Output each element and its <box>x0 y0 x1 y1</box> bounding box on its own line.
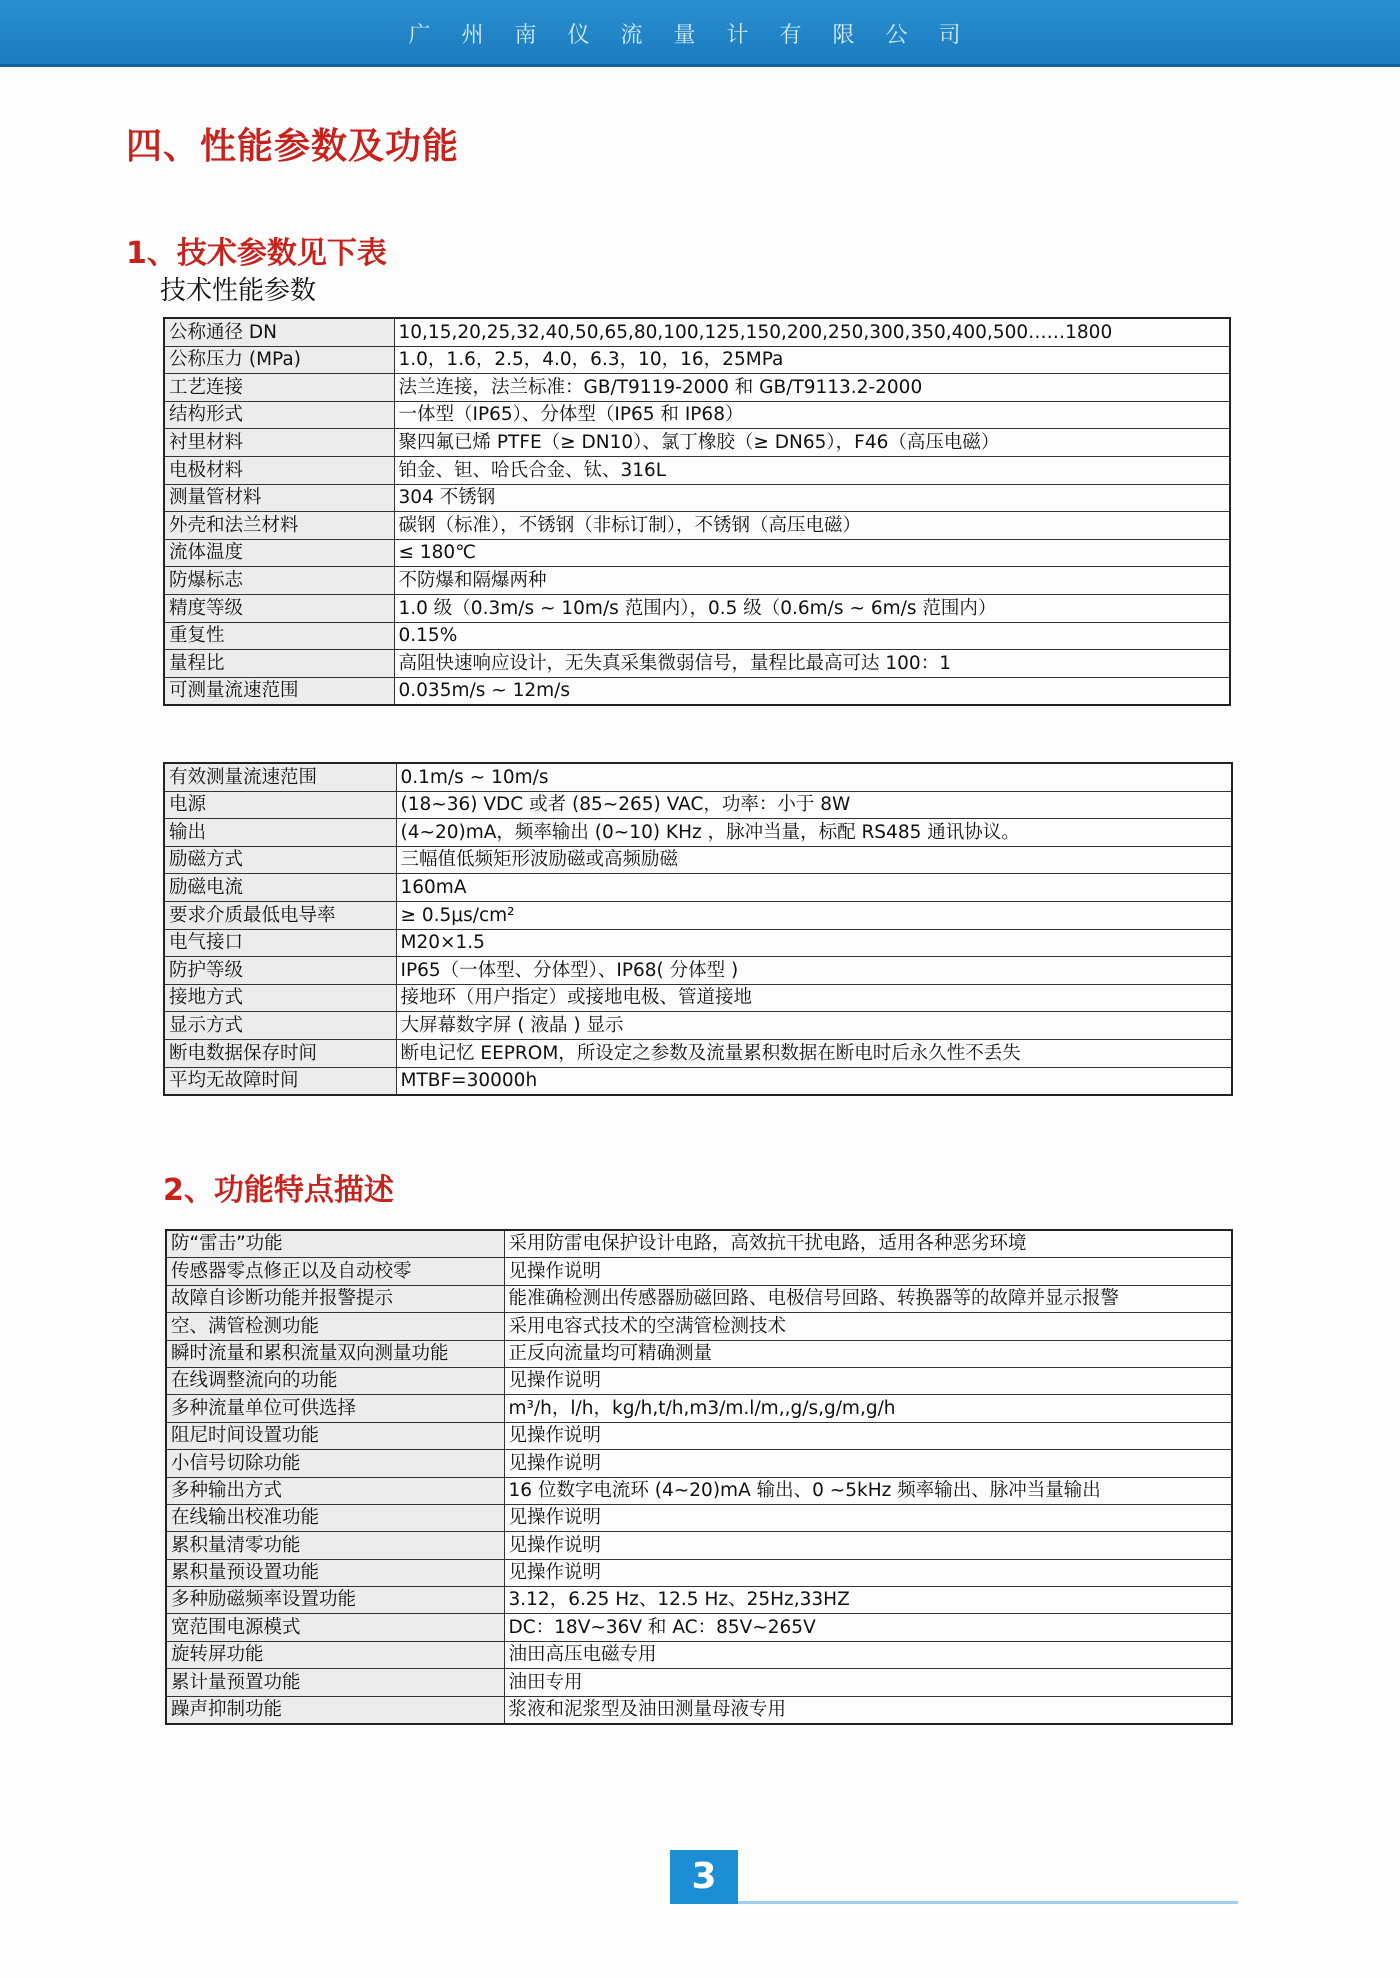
param-name-cell: 多种励磁频率设置功能 <box>166 1587 504 1614</box>
param-value-cell: 0.035m/s ~ 12m/s <box>394 677 1230 705</box>
param-value-cell: 正反向流量均可精确测量 <box>504 1340 1232 1367</box>
param-value-cell: (18~36) VDC 或者 (85~265) VAC，功率：小于 8W <box>396 791 1232 819</box>
table-row <box>166 1285 1232 1312</box>
param-value-cell: 采用防雷电保护设计电路，高效抗干扰电路，适用各种恶劣环境 <box>504 1230 1232 1258</box>
section-title: 四、性能参数及功能 <box>126 126 460 167</box>
table-row <box>166 1587 1232 1614</box>
param-value-cell: 0.1m/s ~ 10m/s <box>396 763 1232 791</box>
param-value-cell: ≤ 180℃ <box>394 539 1230 567</box>
param-name-cell: 量程比 <box>164 650 394 678</box>
param-name-cell: 在线调整流向的功能 <box>166 1367 504 1394</box>
param-value-cell: 油田高压电磁专用 <box>504 1641 1232 1668</box>
table-row <box>166 1477 1232 1504</box>
table-row <box>166 1313 1232 1340</box>
param-value-cell: 油田专用 <box>504 1669 1232 1696</box>
sec1-title: 1、技术参数见下表 <box>126 236 387 271</box>
param-value-cell: 见操作说明 <box>504 1422 1232 1449</box>
table-row <box>164 512 1230 540</box>
param-name-cell: 有效测量流速范围 <box>164 763 396 791</box>
param-value-cell: 3.12，6.25 Hz、12.5 Hz、25Hz,33HZ <box>504 1587 1232 1614</box>
param-value-cell: 三幅值低频矩形波励磁或高频励磁 <box>396 846 1232 874</box>
table-row <box>164 346 1230 374</box>
param-name-cell: 小信号切除功能 <box>166 1450 504 1477</box>
table-row <box>164 1012 1232 1040</box>
param-value-cell: IP65（一体型、分体型）、IP68( 分体型 ) <box>396 957 1232 985</box>
param-name-cell: 宽范围电源模式 <box>166 1614 504 1641</box>
param-name-cell: 电源 <box>164 791 396 819</box>
table-row <box>166 1340 1232 1367</box>
table-row <box>164 929 1232 957</box>
param-value-cell: 见操作说明 <box>504 1258 1232 1285</box>
table-row <box>164 539 1230 567</box>
param-name-cell: 工艺连接 <box>164 374 394 402</box>
table-row <box>164 567 1230 595</box>
param-name-cell: 传感器零点修正以及自动校零 <box>166 1258 504 1285</box>
param-value-cell: 大屏幕数字屏 ( 液晶 ) 显示 <box>396 1012 1232 1040</box>
table-row <box>166 1367 1232 1394</box>
param-value-cell: 接地环（用户指定）或接地电极、管道接地 <box>396 984 1232 1012</box>
table-row <box>166 1395 1232 1422</box>
param-name-cell: 要求介质最低电导率 <box>164 901 396 929</box>
param-name-cell: 防爆标志 <box>164 567 394 595</box>
table-row <box>164 957 1232 985</box>
param-name-cell: 累计量预置功能 <box>166 1669 504 1696</box>
param-value-cell: 0.15% <box>394 622 1230 650</box>
param-name-cell: 在线输出校准功能 <box>166 1504 504 1531</box>
param-name-cell: 励磁电流 <box>164 874 396 902</box>
param-name-cell: 累积量预设置功能 <box>166 1559 504 1586</box>
param-name-cell: 故障自诊断功能并报警提示 <box>166 1285 504 1312</box>
param-value-cell: 304 不锈钢 <box>394 484 1230 512</box>
param-name-cell: 接地方式 <box>164 984 396 1012</box>
param-name-cell: 空、满管检测功能 <box>166 1313 504 1340</box>
table-row <box>166 1669 1232 1696</box>
tech-params-table-2 <box>163 762 1233 1096</box>
param-value-cell: 见操作说明 <box>504 1559 1232 1586</box>
param-name-cell: 多种输出方式 <box>166 1477 504 1504</box>
param-value-cell: 断电记忆 EEPROM，所设定之参数及流量累积数据在断电时后永久性不丢失 <box>396 1039 1232 1067</box>
param-name-cell: 可测量流速范围 <box>164 677 394 705</box>
table-row <box>164 819 1232 847</box>
param-value-cell: 能准确检测出传感器励磁回路、电极信号回路、转换器等的故障并显示报警 <box>504 1285 1232 1312</box>
table-row <box>164 429 1230 457</box>
footer-line <box>738 1901 1238 1904</box>
function-features-table <box>165 1229 1233 1725</box>
param-name-cell: 显示方式 <box>164 1012 396 1040</box>
param-name-cell: 累积量清零功能 <box>166 1532 504 1559</box>
param-name-cell: 多种流量单位可供选择 <box>166 1395 504 1422</box>
param-value-cell: 碳钢（标准），不锈钢（非标订制），不锈钢（高压电磁） <box>394 512 1230 540</box>
param-value-cell: 高阻快速响应设计，无失真采集微弱信号，量程比最高可达 100：1 <box>394 650 1230 678</box>
param-name-cell: 防护等级 <box>164 957 396 985</box>
param-value-cell: 见操作说明 <box>504 1450 1232 1477</box>
table-row <box>166 1614 1232 1641</box>
table-row <box>166 1422 1232 1449</box>
sec1-subtitle: 技术性能参数 <box>160 276 317 306</box>
sec2-title: 2、功能特点描述 <box>163 1173 394 1208</box>
param-name-cell: 输出 <box>164 819 396 847</box>
table-row <box>164 1039 1232 1067</box>
param-name-cell: 公称压力 (MPa) <box>164 346 394 374</box>
table-row <box>166 1641 1232 1668</box>
tech-params-table <box>163 317 1231 706</box>
table-row <box>164 401 1230 429</box>
param-value-cell: 1.0 级（0.3m/s ~ 10m/s 范围内），0.5 级（0.6m/s ~ 6m/s 范围内） <box>394 594 1230 622</box>
param-name-cell: 断电数据保存时间 <box>164 1039 396 1067</box>
table-row <box>164 1067 1232 1095</box>
param-value-cell: ≥ 0.5μs/cm² <box>396 901 1232 929</box>
table-row <box>164 456 1230 484</box>
table-row <box>164 791 1232 819</box>
param-name-cell: 瞬时流量和累积流量双向测量功能 <box>166 1340 504 1367</box>
page-number: 3 <box>670 1850 738 1904</box>
param-name-cell: 电气接口 <box>164 929 396 957</box>
param-value-cell: 铂金、钽、哈氏合金、钛、316L <box>394 456 1230 484</box>
table-row <box>164 650 1230 678</box>
table-row <box>164 846 1232 874</box>
param-name-cell: 外壳和法兰材料 <box>164 512 394 540</box>
param-name-cell: 阻尼时间设置功能 <box>166 1422 504 1449</box>
param-value-cell: 不防爆和隔爆两种 <box>394 567 1230 595</box>
table-row <box>164 901 1232 929</box>
table-row <box>166 1258 1232 1285</box>
table-row <box>166 1532 1232 1559</box>
table-row <box>164 594 1230 622</box>
table-row <box>166 1450 1232 1477</box>
param-name-cell: 流体温度 <box>164 539 394 567</box>
param-value-cell: (4~20)mA，频率输出 (0~10) KHz ，脉冲当量，标配 RS485 通讯协议。 <box>396 819 1232 847</box>
param-value-cell: 聚四氟已烯 PTFE（≥ DN10）、氯丁橡胶（≥ DN65），F46（高压电磁） <box>394 429 1230 457</box>
table-row <box>164 374 1230 402</box>
param-value-cell: 法兰连接，法兰标准：GB/T9119-2000 和 GB/T9113.2-2000 <box>394 374 1230 402</box>
table-row <box>164 622 1230 650</box>
param-value-cell: M20×1.5 <box>396 929 1232 957</box>
header-bar <box>0 0 1400 67</box>
param-value-cell: MTBF=30000h <box>396 1067 1232 1095</box>
param-value-cell: 1.0，1.6，2.5，4.0，6.3，10，16，25MPa <box>394 346 1230 374</box>
param-name-cell: 电极材料 <box>164 456 394 484</box>
param-value-cell: 见操作说明 <box>504 1504 1232 1531</box>
param-name-cell: 躁声抑制功能 <box>166 1696 504 1724</box>
param-name-cell: 重复性 <box>164 622 394 650</box>
table-row <box>164 874 1232 902</box>
param-value-cell: 浆液和泥浆型及油田测量母液专用 <box>504 1696 1232 1724</box>
param-value-cell: 一体型（IP65）、分体型（IP65 和 IP68） <box>394 401 1230 429</box>
table-row <box>166 1696 1232 1724</box>
param-name-cell: 平均无故障时间 <box>164 1067 396 1095</box>
table-row <box>164 677 1230 705</box>
param-value-cell: 采用电容式技术的空满管检测技术 <box>504 1313 1232 1340</box>
param-value-cell: 见操作说明 <box>504 1367 1232 1394</box>
table-row <box>166 1230 1232 1258</box>
param-value-cell: 见操作说明 <box>504 1532 1232 1559</box>
company-name: 广州南仪流量计有限公司 <box>408 23 992 48</box>
table-row <box>164 484 1230 512</box>
table-row <box>164 318 1230 346</box>
param-name-cell: 测量管材料 <box>164 484 394 512</box>
param-name-cell: 旋转屏功能 <box>166 1641 504 1668</box>
param-value-cell: 160mA <box>396 874 1232 902</box>
param-name-cell: 励磁方式 <box>164 846 396 874</box>
table-row <box>164 763 1232 791</box>
param-value-cell: DC：18V~36V 和 AC：85V~265V <box>504 1614 1232 1641</box>
table-row <box>164 984 1232 1012</box>
param-name-cell: 公称通径 DN <box>164 318 394 346</box>
param-value-cell: 16 位数字电流环 (4~20)mA 输出、0 ~5kHz 频率输出、脉冲当量输出 <box>504 1477 1232 1504</box>
param-value-cell: 10,15,20,25,32,40,50,65,80,100,125,150,200,250,300,350,400,500……1800 <box>394 318 1230 346</box>
table-row <box>166 1559 1232 1586</box>
param-name-cell: 精度等级 <box>164 594 394 622</box>
param-name-cell: 衬里材料 <box>164 429 394 457</box>
param-name-cell: 结构形式 <box>164 401 394 429</box>
param-name-cell: 防“雷击”功能 <box>166 1230 504 1258</box>
table-row <box>166 1504 1232 1531</box>
param-value-cell: m³/h，l/h，kg/h,t/h,m3/m.l/m,,g/s,g/m,g/h <box>504 1395 1232 1422</box>
